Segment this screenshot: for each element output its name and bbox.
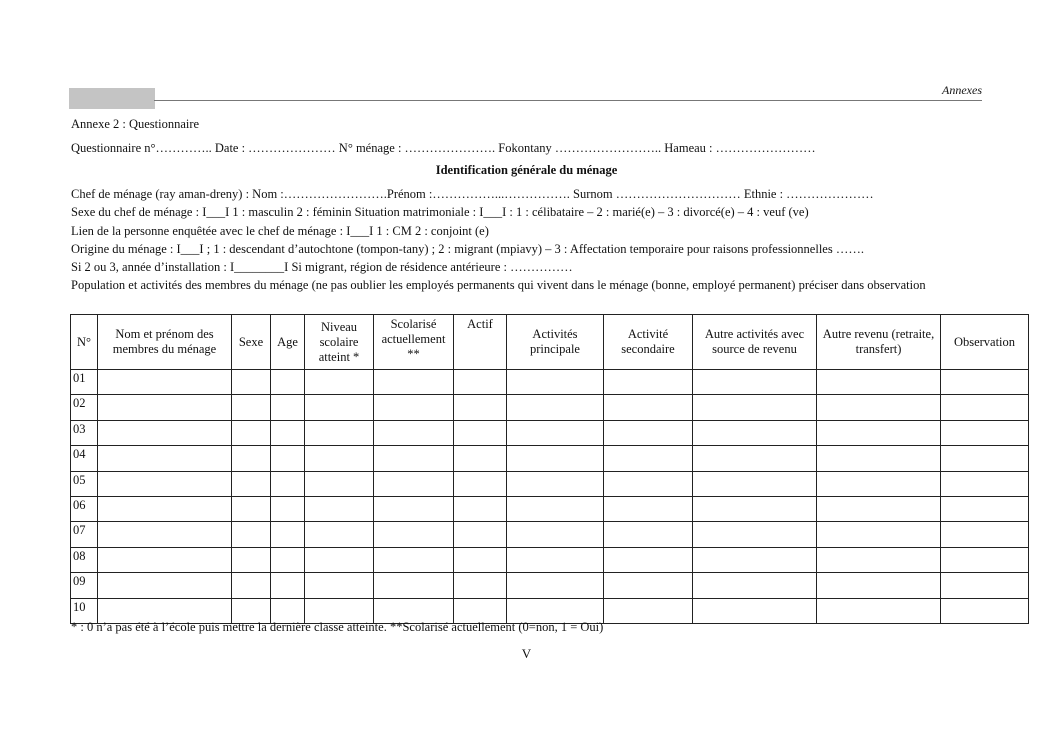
col-header: Sexe bbox=[232, 315, 271, 370]
row-number: 10 bbox=[71, 598, 98, 623]
table-cell[interactable] bbox=[941, 496, 1029, 521]
row-number: 06 bbox=[71, 496, 98, 521]
table-cell[interactable] bbox=[98, 370, 232, 395]
table-cell[interactable] bbox=[454, 370, 507, 395]
questionnaire-meta-line: Questionnaire n°………….. Date : ………………… N° ménage : …………………. Fokontany …………………….. Hameau : …………………… bbox=[71, 141, 816, 155]
table-cell[interactable] bbox=[305, 573, 374, 598]
col-header: Scolarisé actuellement ** bbox=[374, 315, 454, 370]
table-cell[interactable] bbox=[374, 496, 454, 521]
table-row bbox=[71, 420, 1029, 445]
table-cell[interactable] bbox=[271, 446, 305, 471]
table-cell[interactable] bbox=[271, 496, 305, 521]
table-cell[interactable] bbox=[232, 573, 271, 598]
chef-menage-field: Chef de ménage (ray aman-dreny) : Nom :…………………….Prénom :……………...……………. Surnom ………………………… Ethnie : ………………… bbox=[71, 187, 874, 201]
table-cell[interactable] bbox=[374, 547, 454, 572]
table-cell[interactable] bbox=[507, 547, 604, 572]
table-cell[interactable] bbox=[941, 598, 1029, 623]
table-row bbox=[71, 573, 1029, 598]
origine-field: Origine du ménage : I___I ; 1 : descendant d’autochtone (tompon-tany) ; 2 : migrant (mpiavy) – 3 : Affectation temporaire pour raisons professionnelles ……. bbox=[71, 242, 864, 256]
table-cell[interactable] bbox=[693, 471, 817, 496]
table-cell[interactable] bbox=[817, 573, 941, 598]
table-cell[interactable] bbox=[374, 471, 454, 496]
table-cell[interactable] bbox=[271, 370, 305, 395]
sexe-field: Sexe du chef de ménage : I___I 1 : masculin 2 : féminin Situation matrimoniale : I___I : 1 : célibataire – 2 : marié(e) – 3 : divorcé(e) – 4 : veuf (ve) bbox=[71, 205, 809, 219]
table-cell[interactable] bbox=[941, 446, 1029, 471]
col-header: Actif bbox=[454, 315, 507, 370]
table-cell[interactable] bbox=[693, 598, 817, 623]
table-cell[interactable] bbox=[507, 573, 604, 598]
household-members-table bbox=[70, 314, 1029, 624]
table-cell[interactable] bbox=[374, 573, 454, 598]
col-header: N° bbox=[71, 315, 98, 370]
table-cell[interactable] bbox=[817, 496, 941, 521]
table-cell[interactable] bbox=[817, 547, 941, 572]
table-cell[interactable] bbox=[305, 496, 374, 521]
table-row bbox=[71, 471, 1029, 496]
installation-field: Si 2 ou 3, année d’installation : I________I Si migrant, région de résidence antérieure : …………… bbox=[71, 260, 573, 274]
table-cell[interactable] bbox=[374, 522, 454, 547]
table-cell[interactable] bbox=[98, 446, 232, 471]
table-cell[interactable] bbox=[941, 395, 1029, 420]
table-cell[interactable] bbox=[693, 573, 817, 598]
table-cell[interactable] bbox=[941, 547, 1029, 572]
table-cell[interactable] bbox=[98, 420, 232, 445]
table-cell[interactable] bbox=[374, 395, 454, 420]
table-cell[interactable] bbox=[305, 370, 374, 395]
table-row bbox=[71, 522, 1029, 547]
table-cell[interactable] bbox=[374, 420, 454, 445]
row-number: 09 bbox=[71, 573, 98, 598]
annex-title: Annexe 2 : Questionnaire bbox=[71, 117, 200, 131]
table-cell[interactable] bbox=[98, 471, 232, 496]
table-cell[interactable] bbox=[941, 471, 1029, 496]
table-cell[interactable] bbox=[271, 471, 305, 496]
header-section-label: Annexes bbox=[942, 83, 982, 97]
header-gray-box bbox=[69, 88, 155, 109]
table-cell[interactable] bbox=[604, 522, 693, 547]
table-cell[interactable] bbox=[693, 446, 817, 471]
table-cell[interactable] bbox=[817, 420, 941, 445]
table-cell[interactable] bbox=[604, 471, 693, 496]
table-cell[interactable] bbox=[305, 547, 374, 572]
table-cell[interactable] bbox=[693, 496, 817, 521]
row-number: 08 bbox=[71, 547, 98, 572]
table-cell[interactable] bbox=[507, 370, 604, 395]
table-cell[interactable] bbox=[232, 522, 271, 547]
table-cell[interactable] bbox=[305, 522, 374, 547]
table-cell[interactable] bbox=[305, 471, 374, 496]
table-row bbox=[71, 395, 1029, 420]
table-cell[interactable] bbox=[232, 496, 271, 521]
table-cell[interactable] bbox=[305, 395, 374, 420]
table-cell[interactable] bbox=[454, 471, 507, 496]
table-cell[interactable] bbox=[817, 446, 941, 471]
table-row bbox=[71, 370, 1029, 395]
table-cell[interactable] bbox=[604, 573, 693, 598]
table-cell[interactable] bbox=[507, 496, 604, 521]
population-note: Population et activités des membres du ménage (ne pas oublier les employés permanents qui vivent dans le ménage (bonne, employé permanent) préciser dans observation bbox=[71, 278, 926, 292]
table-cell[interactable] bbox=[271, 395, 305, 420]
table-cell[interactable] bbox=[941, 420, 1029, 445]
table-cell[interactable] bbox=[693, 522, 817, 547]
table-cell[interactable] bbox=[232, 471, 271, 496]
footnote: * : 0 n’a pas été à l’école puis mettre la dernière classe atteinte. **Scolarisé actuellement (0=non, 1 = Oui) bbox=[71, 620, 604, 634]
table-cell[interactable] bbox=[98, 395, 232, 420]
table-cell[interactable] bbox=[604, 395, 693, 420]
row-number: 02 bbox=[71, 395, 98, 420]
col-header: Autre revenu (retraite, transfert) bbox=[817, 315, 941, 370]
row-number: 03 bbox=[71, 420, 98, 445]
table-cell[interactable] bbox=[817, 395, 941, 420]
table-cell[interactable] bbox=[454, 573, 507, 598]
col-header: Nom et prénom des membres du ménage bbox=[98, 315, 232, 370]
table-cell[interactable] bbox=[507, 522, 604, 547]
table-cell[interactable] bbox=[604, 370, 693, 395]
table-cell[interactable] bbox=[271, 522, 305, 547]
table-cell[interactable] bbox=[232, 395, 271, 420]
table-cell[interactable] bbox=[507, 446, 604, 471]
row-number: 05 bbox=[71, 471, 98, 496]
table-cell[interactable] bbox=[98, 573, 232, 598]
table-cell[interactable] bbox=[305, 446, 374, 471]
header-rule bbox=[154, 100, 982, 101]
table-header-row bbox=[71, 315, 1029, 370]
table-cell[interactable] bbox=[232, 446, 271, 471]
table-cell[interactable] bbox=[817, 598, 941, 623]
table-cell[interactable] bbox=[817, 370, 941, 395]
table-cell[interactable] bbox=[374, 446, 454, 471]
table-cell[interactable] bbox=[232, 547, 271, 572]
row-number: 04 bbox=[71, 446, 98, 471]
table-cell[interactable] bbox=[454, 522, 507, 547]
col-header: Age bbox=[271, 315, 305, 370]
table-cell[interactable] bbox=[454, 420, 507, 445]
lien-field: Lien de la personne enquêtée avec le chef de ménage : I___I 1 : CM 2 : conjoint (e) bbox=[71, 224, 489, 238]
col-header: Niveau scolaire atteint * bbox=[305, 315, 374, 370]
table-cell[interactable] bbox=[507, 471, 604, 496]
table-cell[interactable] bbox=[98, 547, 232, 572]
table-cell[interactable] bbox=[693, 370, 817, 395]
table-cell[interactable] bbox=[98, 496, 232, 521]
table-cell[interactable] bbox=[507, 420, 604, 445]
table-row bbox=[71, 547, 1029, 572]
row-number: 01 bbox=[71, 370, 98, 395]
table-cell[interactable] bbox=[232, 420, 271, 445]
table-row bbox=[71, 446, 1029, 471]
table-cell[interactable] bbox=[454, 395, 507, 420]
table-cell[interactable] bbox=[693, 420, 817, 445]
table-cell[interactable] bbox=[693, 547, 817, 572]
table-cell[interactable] bbox=[604, 598, 693, 623]
table-cell[interactable] bbox=[374, 370, 454, 395]
table-cell[interactable] bbox=[604, 547, 693, 572]
col-header: Activité secondaire bbox=[604, 315, 693, 370]
col-header: Observation bbox=[941, 315, 1029, 370]
table-cell[interactable] bbox=[817, 471, 941, 496]
row-number: 07 bbox=[71, 522, 98, 547]
table-cell[interactable] bbox=[454, 547, 507, 572]
table-cell[interactable] bbox=[271, 573, 305, 598]
table-cell[interactable] bbox=[305, 420, 374, 445]
table-cell[interactable] bbox=[693, 395, 817, 420]
table-cell[interactable] bbox=[604, 446, 693, 471]
table-cell[interactable] bbox=[941, 370, 1029, 395]
col-header: Autre activités avec source de revenu bbox=[693, 315, 817, 370]
table-cell[interactable] bbox=[941, 522, 1029, 547]
table-cell[interactable] bbox=[454, 496, 507, 521]
table-cell[interactable] bbox=[941, 573, 1029, 598]
table-cell[interactable] bbox=[817, 522, 941, 547]
table-cell[interactable] bbox=[454, 446, 507, 471]
table-cell[interactable] bbox=[271, 420, 305, 445]
col-header: Activités principale bbox=[507, 315, 604, 370]
table-cell[interactable] bbox=[604, 420, 693, 445]
page-number: V bbox=[521, 646, 532, 661]
table-cell[interactable] bbox=[232, 370, 271, 395]
section-title: Identification générale du ménage bbox=[435, 163, 618, 177]
table-cell[interactable] bbox=[507, 395, 604, 420]
table-cell[interactable] bbox=[604, 496, 693, 521]
table-row bbox=[71, 496, 1029, 521]
table-cell[interactable] bbox=[271, 547, 305, 572]
table-cell[interactable] bbox=[98, 522, 232, 547]
